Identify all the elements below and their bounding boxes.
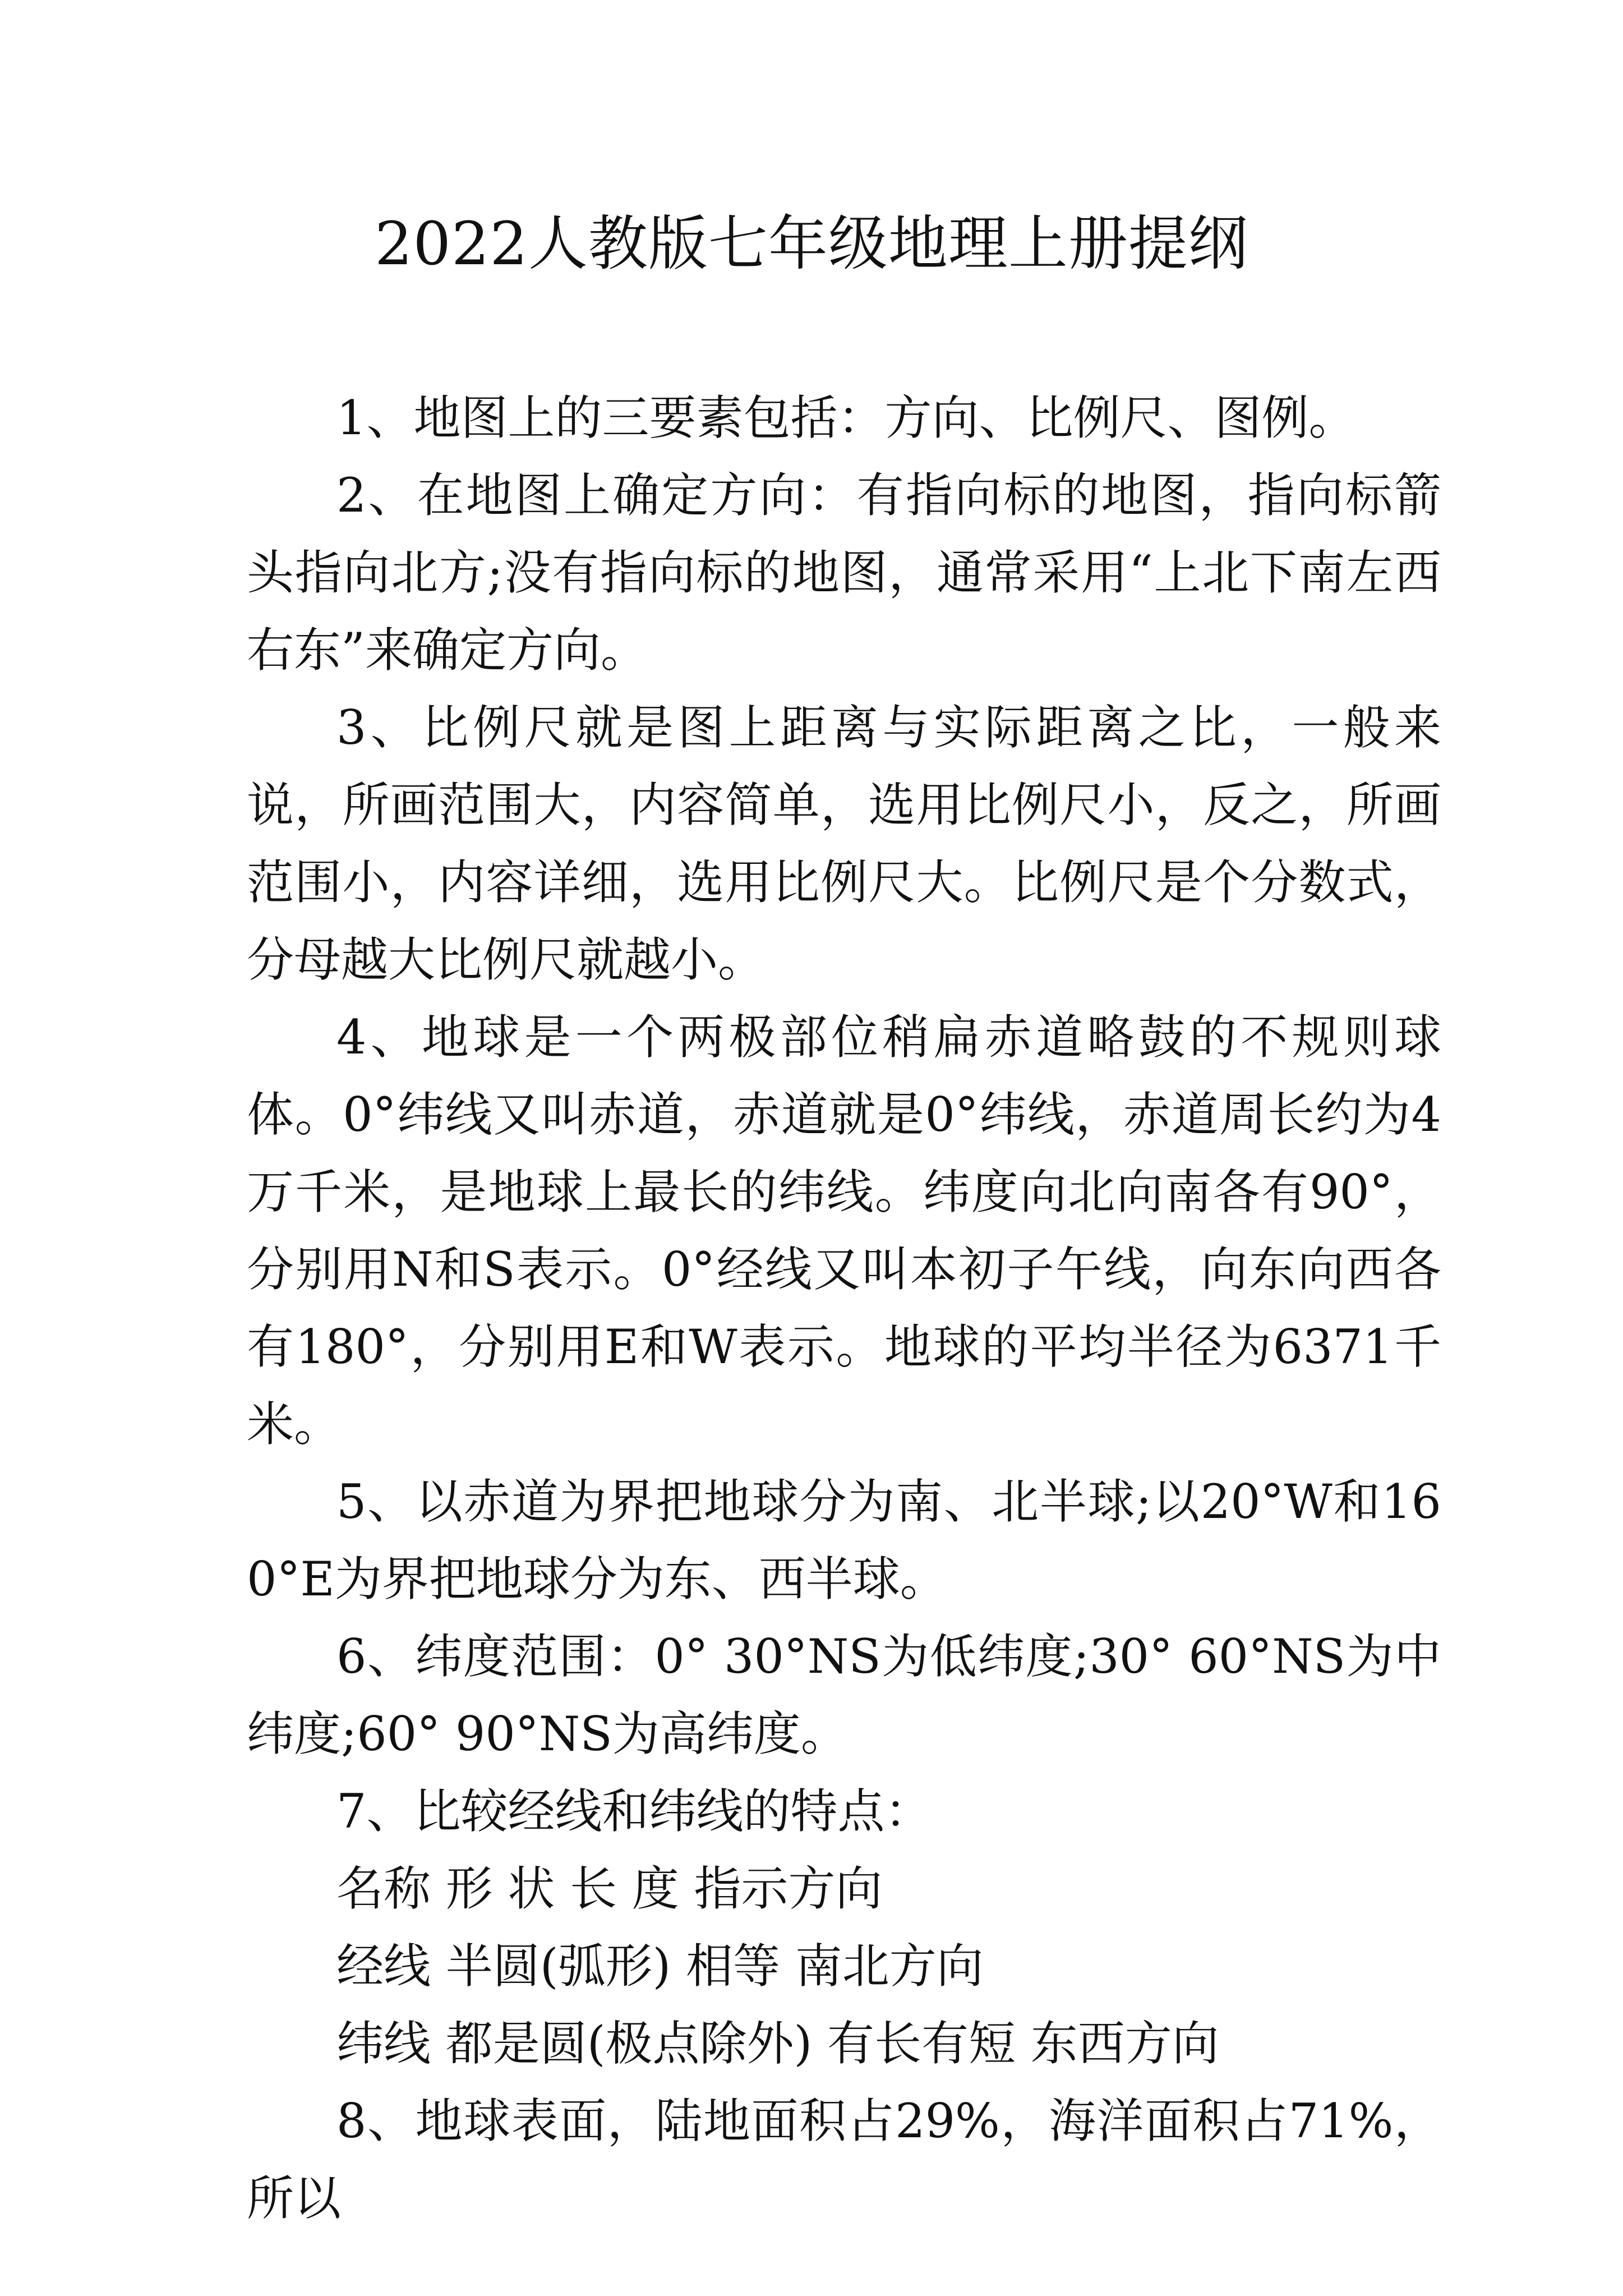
table-cell-name: 纬线: [336, 2016, 431, 2071]
document-body: [247, 379, 1441, 2237]
table-cell-name: 经线: [336, 1939, 431, 1994]
table-cell-direction: 东西方向: [1030, 2016, 1219, 2071]
table-header-shape: 形 状: [445, 1861, 555, 1916]
paragraph-5: 5、以赤道为界把地球分为南、北半球;以20°W和160°E为界把地球分为东、西半球。: [247, 1474, 1441, 1607]
table-header-length: 长 度: [570, 1861, 679, 1916]
table-cell-length: 有长有短: [827, 2016, 1016, 2071]
document-title: 2022人教版七年级地理上册提纲: [375, 209, 1248, 278]
paragraph-2: 2、在地图上确定方向：有指向标的地图，指向标箭头指向北方;没有指向标的地图，通常采用“上北下南左西右东”来确定方向。: [247, 468, 1441, 678]
paragraph-3: 3、比例尺就是图上距离与实际距离之比，一般来说，所画范围大，内容简单，选用比例尺小，反之，所画范围小，内容详细，选用比例尺大。比例尺是个分数式，分母越大比例尺就越小。: [247, 700, 1441, 987]
table-header-direction: 指示方向: [694, 1861, 883, 1916]
table-header-name: 名称: [336, 1861, 431, 1916]
comparison-table-row-meridian: [247, 1927, 1441, 2005]
paragraph-6: 6、纬度范围：0° 30°NS为低纬度;30° 60°NS为中纬度;60° 90°NS为高纬度。: [247, 1629, 1441, 1761]
table-cell-shape: 半圆(弧形): [445, 1939, 671, 1994]
table-cell-shape: 都是圆(极点除外): [445, 2016, 813, 2071]
table-cell-length: 相等: [685, 1939, 780, 1994]
paragraph-8: 8、地球表面，陆地面积占29%，海洋面积占71%，所以: [247, 2093, 1441, 2226]
paragraph-4: 4、地球是一个两极部位稍扁赤道略鼓的不规则球体。0°纬线又叫赤道，赤道就是0°纬线，赤道周长约为4万千米，是地球上最长的纬线。纬度向北向南各有90°，分别用N和S表示。0°经线又叫本初子午线，向东向西各有180°，分别用E和W表示。地球的平均半径为6371千米。: [247, 1010, 1441, 1452]
comparison-table-row-parallel: [247, 2005, 1441, 2082]
table-cell-direction: 南北方向: [795, 1939, 984, 1994]
paragraph-7: 7、比较经线和纬线的特点：: [336, 1784, 932, 1839]
paragraph-1: 1、地图上的三要素包括：方向、比例尺、图例。: [336, 390, 1356, 445]
comparison-table-header: [247, 1850, 1441, 1927]
